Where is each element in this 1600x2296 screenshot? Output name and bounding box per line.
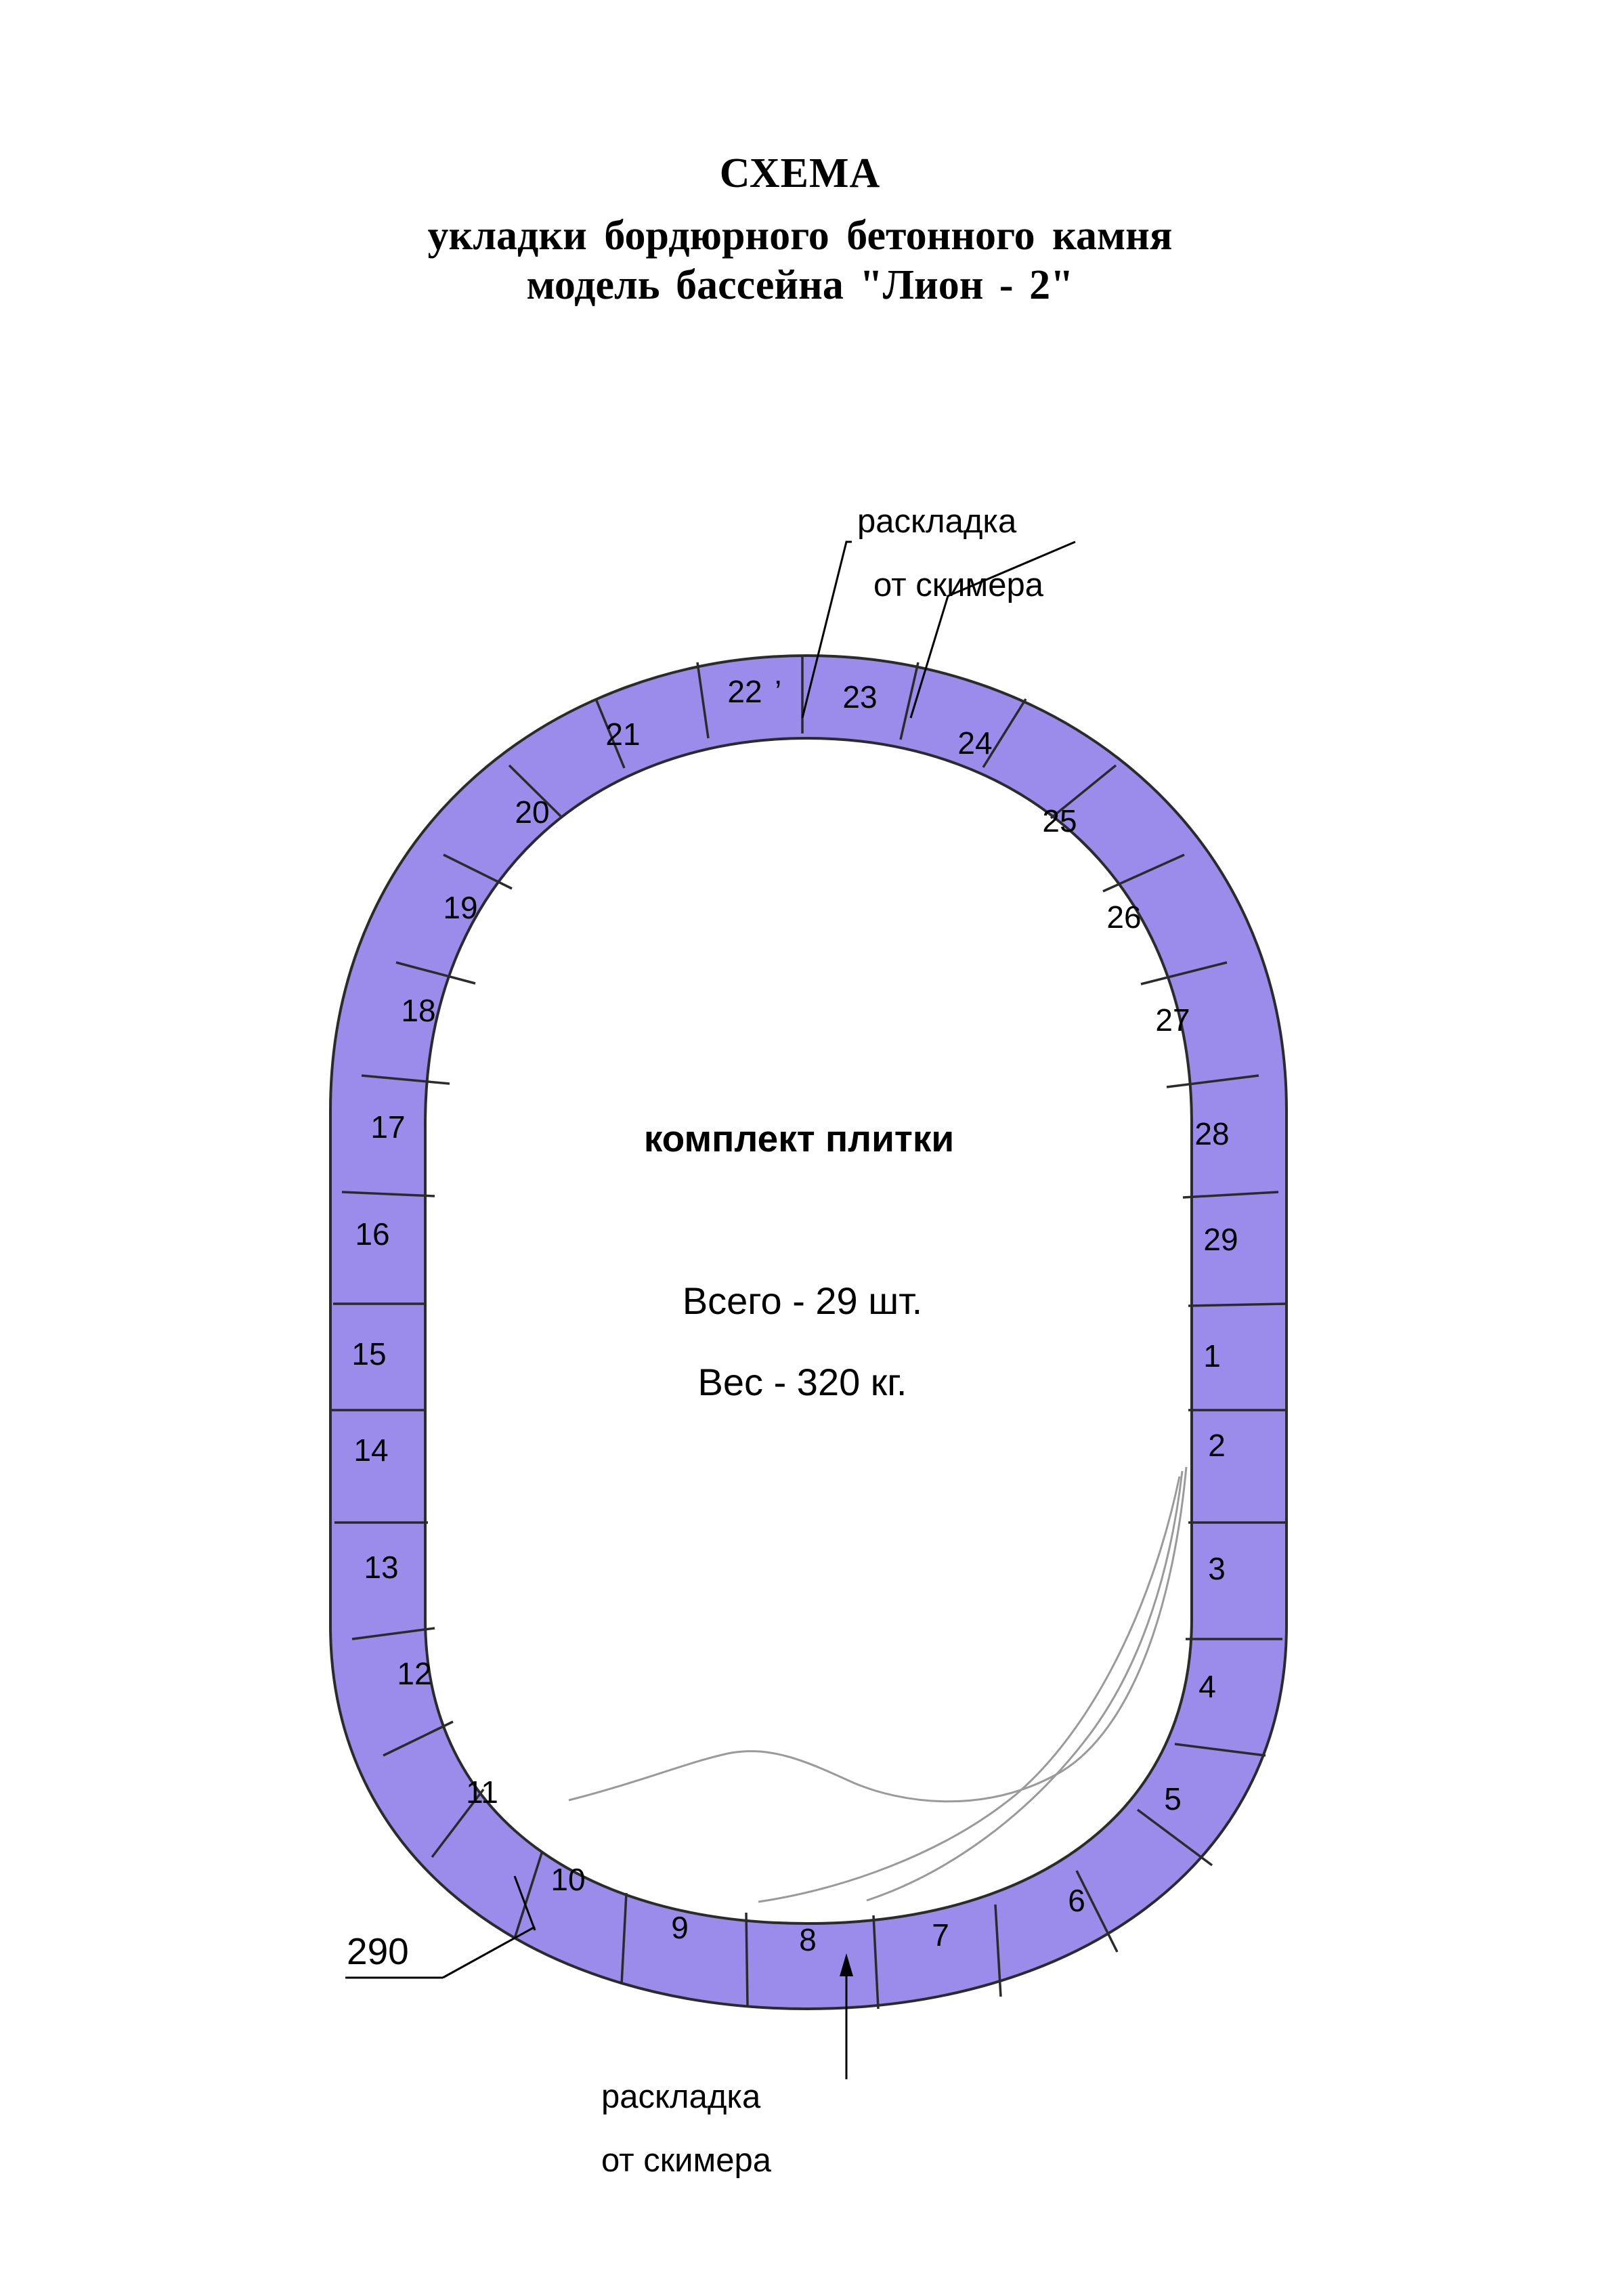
tile-number: 18 bbox=[401, 993, 436, 1028]
tile-number: 19 bbox=[443, 890, 478, 925]
tile-number: 17 bbox=[370, 1109, 406, 1145]
tile-number: 24 bbox=[957, 725, 993, 761]
tile-number: 10 bbox=[550, 1862, 586, 1897]
tile-number: 26 bbox=[1106, 899, 1142, 935]
tile-number: 25 bbox=[1042, 803, 1077, 838]
tile-number: 5 bbox=[1164, 1781, 1182, 1816]
tile-number: 8 bbox=[799, 1922, 817, 1957]
tile-number: 27 bbox=[1155, 1002, 1190, 1038]
tile-divider-line bbox=[746, 1913, 748, 2006]
tile-number: 12 bbox=[397, 1656, 432, 1691]
tile-number: 23 bbox=[842, 679, 878, 715]
center-weight: Вес - 320 кг. bbox=[697, 1361, 907, 1403]
tile-number: 14 bbox=[353, 1432, 389, 1468]
tile-number: 16 bbox=[355, 1216, 390, 1252]
tile-22-mark: ’ bbox=[775, 674, 782, 709]
tile-number: 13 bbox=[364, 1550, 399, 1585]
tile-number: 7 bbox=[932, 1917, 949, 1953]
tile-number: 1 bbox=[1203, 1338, 1221, 1374]
tile-number: 3 bbox=[1208, 1551, 1226, 1586]
tile-number: 28 bbox=[1194, 1116, 1230, 1151]
center-total: Всего - 29 шт. bbox=[682, 1279, 923, 1322]
tile-number: 21 bbox=[605, 717, 641, 752]
tile-number: 20 bbox=[515, 794, 550, 830]
top-callout-line-1: раскладка bbox=[857, 503, 1017, 540]
tile-number: 11 bbox=[466, 1774, 498, 1810]
center-heading: комплект плитки bbox=[643, 1118, 955, 1160]
tile-number: 9 bbox=[671, 1910, 689, 1945]
tile-number: 6 bbox=[1068, 1883, 1085, 1918]
tile-number: 4 bbox=[1198, 1669, 1216, 1704]
tile-number: 15 bbox=[351, 1336, 387, 1372]
dimension-label: 290 bbox=[347, 1930, 409, 1972]
tile-number: 2 bbox=[1208, 1428, 1226, 1463]
bottom-callout-line-2: от скимера bbox=[601, 2142, 771, 2179]
top-callout-line-2: от скимера bbox=[873, 567, 1043, 603]
tile-number: 29 bbox=[1203, 1222, 1238, 1257]
bottom-callout-line-1: раскладка bbox=[601, 2079, 761, 2115]
tile-number: 22 bbox=[727, 674, 762, 709]
